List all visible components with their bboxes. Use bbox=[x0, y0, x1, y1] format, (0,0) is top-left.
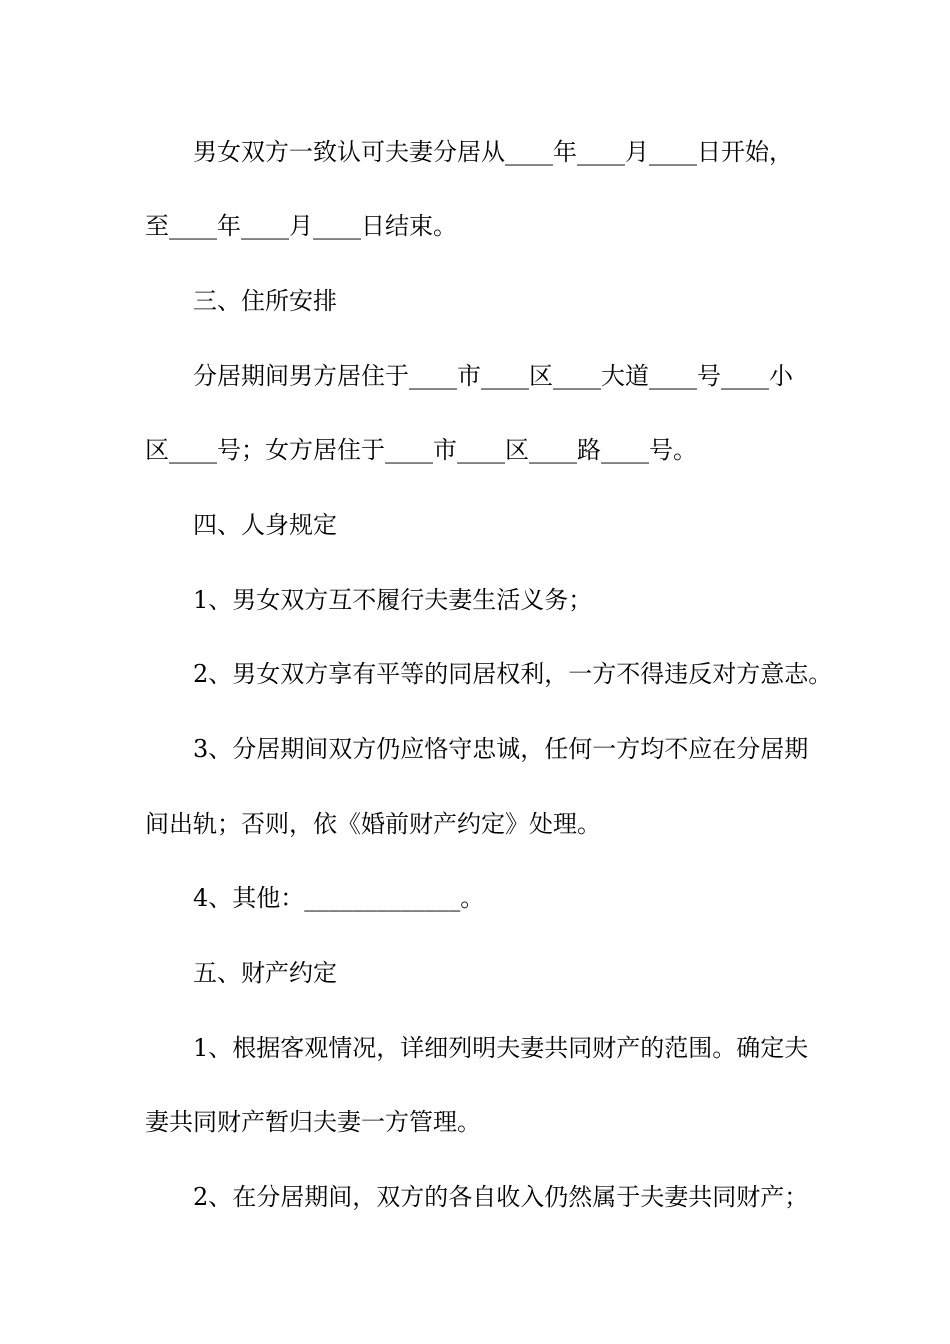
list-item-personal-2: 2、男女双方享有平等的同居权利，一方不得违反对方意志。 bbox=[193, 660, 833, 688]
list-item-personal-3: 3、分居期间双方仍应恪守忠诚，任何一方均不应在分居期 bbox=[193, 735, 809, 763]
paragraph-residence-female: 区____号；女方居住于____市____区____路____号。 bbox=[145, 436, 697, 464]
list-item-personal-4: 4、其他：_____________。 bbox=[193, 884, 485, 912]
list-item-property-1: 1、根据客观情况，详细列明夫妻共同财产的范围。确定夫 bbox=[193, 1034, 809, 1062]
paragraph-separation-period-start: 男女双方一致认可夫妻分居从____年____月____日开始， bbox=[193, 138, 793, 166]
paragraph-separation-period-end: 至____年____月____日结束。 bbox=[145, 212, 457, 240]
paragraph-residence-male: 分居期间男方居住于____市____区____大道____号____小 bbox=[193, 362, 793, 390]
list-item-property-1-cont: 妻共同财产暂归夫妻一方管理。 bbox=[145, 1108, 481, 1136]
section-heading-residence: 三、住所安排 bbox=[193, 287, 337, 315]
list-item-property-2: 2、在分居期间，双方的各自收入仍然属于夫妻共同财产； bbox=[193, 1183, 809, 1211]
section-heading-property: 五、财产约定 bbox=[193, 959, 337, 987]
list-item-personal-1: 1、男女双方互不履行夫妻生活义务； bbox=[193, 586, 593, 614]
section-heading-personal-rules: 四、人身规定 bbox=[193, 511, 337, 539]
list-item-personal-3-cont: 间出轨；否则，依《婚前财产约定》处理。 bbox=[145, 810, 601, 838]
